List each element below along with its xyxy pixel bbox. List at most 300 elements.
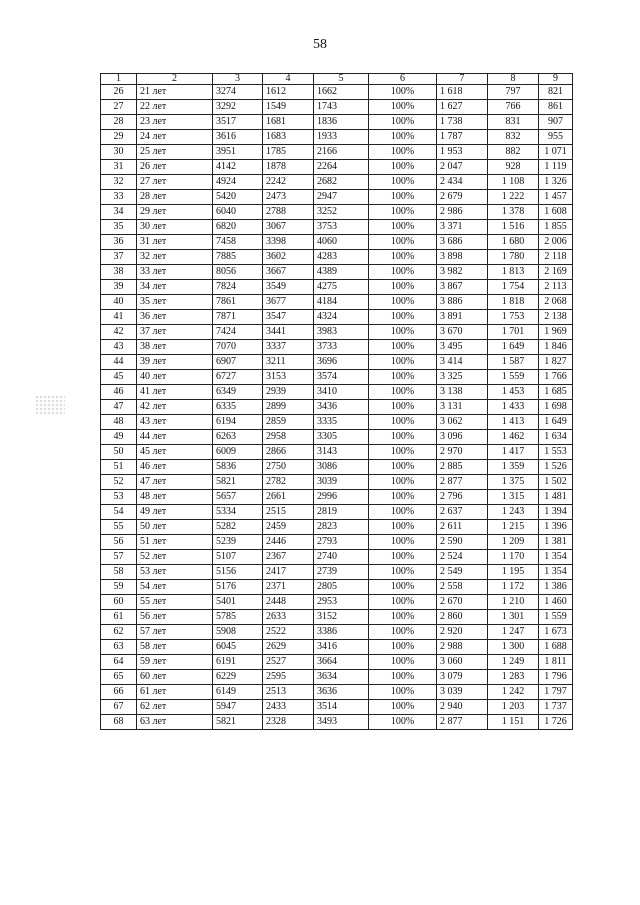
table-cell: 100%	[369, 550, 437, 565]
table-cell: 42 лет	[137, 400, 213, 415]
table-cell: 100%	[369, 130, 437, 145]
table-cell: 2527	[263, 655, 314, 670]
table-cell: 907	[539, 115, 573, 130]
table-cell: 100%	[369, 355, 437, 370]
table-cell: 7070	[213, 340, 263, 355]
table-cell: 1 827	[539, 355, 573, 370]
table-cell: 1 108	[488, 175, 539, 190]
table-cell: 56	[101, 535, 137, 550]
table-cell: 3067	[263, 220, 314, 235]
table-cell: 2682	[314, 175, 369, 190]
table-cell: 7824	[213, 280, 263, 295]
table-cell: 1 359	[488, 460, 539, 475]
table-cell: 2264	[314, 160, 369, 175]
table-cell: 100%	[369, 580, 437, 595]
table-cell: 41	[101, 310, 137, 325]
table-cell: 1 481	[539, 490, 573, 505]
table-cell: 5107	[213, 550, 263, 565]
table-cell: 1 210	[488, 595, 539, 610]
table-cell: 2 885	[437, 460, 488, 475]
table-cell: 3667	[263, 265, 314, 280]
table-cell: 1 811	[539, 655, 573, 670]
table-cell: 3 686	[437, 235, 488, 250]
table-cell: 1 462	[488, 430, 539, 445]
table-cell: 3 039	[437, 685, 488, 700]
table-cell: 36	[101, 235, 137, 250]
table-cell: 2939	[263, 385, 314, 400]
table-row	[101, 310, 573, 325]
table-cell: 797	[488, 85, 539, 100]
table-cell: 37 лет	[137, 325, 213, 340]
table-cell: 27 лет	[137, 175, 213, 190]
table-cell: 3493	[314, 715, 369, 730]
table-cell: 3252	[314, 205, 369, 220]
header-row	[101, 74, 573, 85]
table-cell: 26	[101, 85, 137, 100]
table-cell: 54 лет	[137, 580, 213, 595]
table-cell: 45	[101, 370, 137, 385]
table-cell: 3951	[213, 145, 263, 160]
table-cell: 1 375	[488, 475, 539, 490]
table-cell: 100%	[369, 175, 437, 190]
table-cell: 3335	[314, 415, 369, 430]
table-cell: 6335	[213, 400, 263, 415]
table-row	[101, 580, 573, 595]
table-cell: 3677	[263, 295, 314, 310]
table-cell: 3 131	[437, 400, 488, 415]
table-row	[101, 610, 573, 625]
table-cell: 1 766	[539, 370, 573, 385]
table-cell: 1 283	[488, 670, 539, 685]
table-cell: 7458	[213, 235, 263, 250]
table-cell: 2661	[263, 490, 314, 505]
table-body	[101, 85, 573, 730]
table-cell: 49 лет	[137, 505, 213, 520]
table-cell: 1 195	[488, 565, 539, 580]
table-cell: 61	[101, 610, 137, 625]
table-cell: 1 172	[488, 580, 539, 595]
table-cell: 100%	[369, 205, 437, 220]
table-cell: 1 685	[539, 385, 573, 400]
table-cell: 100%	[369, 220, 437, 235]
table-cell: 4324	[314, 310, 369, 325]
table-cell: 2 047	[437, 160, 488, 175]
table-cell: 100%	[369, 610, 437, 625]
table-cell: 2947	[314, 190, 369, 205]
table-cell: 2 670	[437, 595, 488, 610]
table-cell: 3274	[213, 85, 263, 100]
table-cell: 1 071	[539, 145, 573, 160]
table-cell: 2 138	[539, 310, 573, 325]
table-cell: 5176	[213, 580, 263, 595]
table-cell: 100%	[369, 475, 437, 490]
table-cell: 24 лет	[137, 130, 213, 145]
table-cell: 1 243	[488, 505, 539, 520]
table-cell: 100%	[369, 625, 437, 640]
table-cell: 1 688	[539, 640, 573, 655]
table-cell: 3 891	[437, 310, 488, 325]
table-cell: 2 524	[437, 550, 488, 565]
table-cell: 5401	[213, 595, 263, 610]
table-cell: 25 лет	[137, 145, 213, 160]
table-cell: 34 лет	[137, 280, 213, 295]
table-cell: 100%	[369, 505, 437, 520]
table-cell: 7871	[213, 310, 263, 325]
table-cell: 5836	[213, 460, 263, 475]
table-row	[101, 715, 573, 730]
table-row	[101, 700, 573, 715]
table-cell: 1 396	[539, 520, 573, 535]
column-header: 4	[263, 74, 314, 85]
table-cell: 5947	[213, 700, 263, 715]
table-cell: 3337	[263, 340, 314, 355]
table-cell: 100%	[369, 565, 437, 580]
table-cell: 1 381	[539, 535, 573, 550]
table-row	[101, 520, 573, 535]
table-cell: 2 988	[437, 640, 488, 655]
table-cell: 48	[101, 415, 137, 430]
table-cell: 2 068	[539, 295, 573, 310]
table-cell: 2 796	[437, 490, 488, 505]
table-cell: 35	[101, 220, 137, 235]
table-cell: 100%	[369, 595, 437, 610]
table-cell: 100%	[369, 715, 437, 730]
table-cell: 100%	[369, 460, 437, 475]
table-cell: 2 118	[539, 250, 573, 265]
table-cell: 27	[101, 100, 137, 115]
table-cell: 36 лет	[137, 310, 213, 325]
table-cell: 1 526	[539, 460, 573, 475]
table-cell: 2367	[263, 550, 314, 565]
table-cell: 2899	[263, 400, 314, 415]
table-cell: 58 лет	[137, 640, 213, 655]
table-cell: 100%	[369, 235, 437, 250]
table-cell: 6349	[213, 385, 263, 400]
table-cell: 3733	[314, 340, 369, 355]
table-cell: 3636	[314, 685, 369, 700]
table-cell: 49	[101, 430, 137, 445]
table-cell: 100%	[369, 685, 437, 700]
table-cell: 3 138	[437, 385, 488, 400]
table-cell: 1 627	[437, 100, 488, 115]
table-cell: 1 738	[437, 115, 488, 130]
table-cell: 34	[101, 205, 137, 220]
table-cell: 4924	[213, 175, 263, 190]
table-cell: 3 495	[437, 340, 488, 355]
table-cell: 35 лет	[137, 295, 213, 310]
table-row	[101, 355, 573, 370]
table-row	[101, 160, 573, 175]
table-cell: 1933	[314, 130, 369, 145]
table-cell: 40 лет	[137, 370, 213, 385]
table-cell: 46	[101, 385, 137, 400]
column-header: 7	[437, 74, 488, 85]
table-cell: 1 516	[488, 220, 539, 235]
table-cell: 57 лет	[137, 625, 213, 640]
table-cell: 6149	[213, 685, 263, 700]
table-cell: 33 лет	[137, 265, 213, 280]
table-cell: 31	[101, 160, 137, 175]
table-cell: 2 877	[437, 475, 488, 490]
table-cell: 2953	[314, 595, 369, 610]
table-cell: 100%	[369, 295, 437, 310]
table-cell: 6191	[213, 655, 263, 670]
table-cell: 1 846	[539, 340, 573, 355]
table-cell: 3086	[314, 460, 369, 475]
table-cell: 2 877	[437, 715, 488, 730]
table-cell: 3602	[263, 250, 314, 265]
table-row	[101, 340, 573, 355]
table-cell: 1 701	[488, 325, 539, 340]
table-cell: 2 611	[437, 520, 488, 535]
table-cell: 2793	[314, 535, 369, 550]
table-cell: 1 457	[539, 190, 573, 205]
table-cell: 766	[488, 100, 539, 115]
table-cell: 3 670	[437, 325, 488, 340]
table-cell: 32	[101, 175, 137, 190]
table-cell: 100%	[369, 655, 437, 670]
table-cell: 58	[101, 565, 137, 580]
table-cell: 2740	[314, 550, 369, 565]
table-cell: 3517	[213, 115, 263, 130]
table-cell: 100%	[369, 700, 437, 715]
table-cell: 100%	[369, 310, 437, 325]
table-cell: 1 673	[539, 625, 573, 640]
table-cell: 1 203	[488, 700, 539, 715]
table-cell: 30	[101, 145, 137, 160]
table-cell: 63 лет	[137, 715, 213, 730]
table-cell: 5657	[213, 490, 263, 505]
column-header: 8	[488, 74, 539, 85]
table-cell: 100%	[369, 445, 437, 460]
table-cell: 100%	[369, 385, 437, 400]
table-cell: 2 920	[437, 625, 488, 640]
table-cell: 1 249	[488, 655, 539, 670]
table-cell: 3398	[263, 235, 314, 250]
table-row	[101, 640, 573, 655]
table-cell: 46 лет	[137, 460, 213, 475]
table-cell: 31 лет	[137, 235, 213, 250]
table-cell: 1 417	[488, 445, 539, 460]
table-cell: 3 062	[437, 415, 488, 430]
table-cell: 100%	[369, 85, 437, 100]
table-cell: 4283	[314, 250, 369, 265]
table-cell: 3436	[314, 400, 369, 415]
table-row	[101, 655, 573, 670]
table-cell: 1 242	[488, 685, 539, 700]
table-cell: 2859	[263, 415, 314, 430]
table-cell: 47 лет	[137, 475, 213, 490]
table-cell: 100%	[369, 430, 437, 445]
table-cell: 3 982	[437, 265, 488, 280]
table-cell: 2 986	[437, 205, 488, 220]
table-row	[101, 145, 573, 160]
table-cell: 1 301	[488, 610, 539, 625]
table-cell: 2739	[314, 565, 369, 580]
table-cell: 60	[101, 595, 137, 610]
table-cell: 100%	[369, 250, 437, 265]
table-cell: 4060	[314, 235, 369, 250]
table-cell: 2473	[263, 190, 314, 205]
table-cell: 831	[488, 115, 539, 130]
table-row	[101, 385, 573, 400]
column-header: 2	[137, 74, 213, 85]
table-cell: 100%	[369, 400, 437, 415]
table-cell: 5334	[213, 505, 263, 520]
table-row	[101, 130, 573, 145]
table-cell: 2 860	[437, 610, 488, 625]
table-cell: 1 698	[539, 400, 573, 415]
table-cell: 7861	[213, 295, 263, 310]
table-cell: 22 лет	[137, 100, 213, 115]
table-cell: 4184	[314, 295, 369, 310]
table-cell: 44	[101, 355, 137, 370]
table-cell: 44 лет	[137, 430, 213, 445]
table-cell: 2328	[263, 715, 314, 730]
table-cell: 7885	[213, 250, 263, 265]
table-cell: 50 лет	[137, 520, 213, 535]
table-cell: 45 лет	[137, 445, 213, 460]
table-cell: 51	[101, 460, 137, 475]
table-cell: 1 209	[488, 535, 539, 550]
column-header: 5	[314, 74, 369, 85]
table-cell: 2958	[263, 430, 314, 445]
table-cell: 5785	[213, 610, 263, 625]
table-cell: 1612	[263, 85, 314, 100]
table-cell: 64	[101, 655, 137, 670]
table-cell: 1 855	[539, 220, 573, 235]
table-cell: 1 326	[539, 175, 573, 190]
table-cell: 100%	[369, 535, 437, 550]
table-cell: 2823	[314, 520, 369, 535]
table-cell: 5282	[213, 520, 263, 535]
table-cell: 1 559	[488, 370, 539, 385]
table-row	[101, 220, 573, 235]
table-cell: 2371	[263, 580, 314, 595]
table-row	[101, 445, 573, 460]
table-cell: 8056	[213, 265, 263, 280]
table-cell: 2 006	[539, 235, 573, 250]
table-cell: 6907	[213, 355, 263, 370]
table-cell: 2633	[263, 610, 314, 625]
table-cell: 1 797	[539, 685, 573, 700]
table-cell: 28	[101, 115, 137, 130]
table-cell: 3 060	[437, 655, 488, 670]
table-cell: 2782	[263, 475, 314, 490]
table-cell: 3441	[263, 325, 314, 340]
table-cell: 43 лет	[137, 415, 213, 430]
table-cell: 3305	[314, 430, 369, 445]
table-cell: 6194	[213, 415, 263, 430]
table-row	[101, 685, 573, 700]
table-cell: 100%	[369, 115, 437, 130]
table-row	[101, 565, 573, 580]
table-cell: 1878	[263, 160, 314, 175]
table-cell: 3 371	[437, 220, 488, 235]
table-cell: 3410	[314, 385, 369, 400]
table-row	[101, 430, 573, 445]
page-number: 58	[313, 37, 327, 52]
table-cell: 1 634	[539, 430, 573, 445]
table-cell: 3 096	[437, 430, 488, 445]
table-cell: 5239	[213, 535, 263, 550]
table-row	[101, 100, 573, 115]
table-cell: 6045	[213, 640, 263, 655]
table-cell: 1 151	[488, 715, 539, 730]
scan-artifact	[35, 395, 65, 415]
table-cell: 821	[539, 85, 573, 100]
table-cell: 1836	[314, 115, 369, 130]
table-cell: 5821	[213, 475, 263, 490]
column-header: 3	[213, 74, 263, 85]
column-header: 1	[101, 74, 137, 85]
table-cell: 2 940	[437, 700, 488, 715]
table-cell: 68	[101, 715, 137, 730]
table-row	[101, 625, 573, 640]
table-cell: 47	[101, 400, 137, 415]
table-cell: 3574	[314, 370, 369, 385]
table-cell: 100%	[369, 340, 437, 355]
table-cell: 928	[488, 160, 539, 175]
table-row	[101, 475, 573, 490]
table-cell: 3753	[314, 220, 369, 235]
table-cell: 56 лет	[137, 610, 213, 625]
table-cell: 1 413	[488, 415, 539, 430]
table-cell: 55	[101, 520, 137, 535]
table-cell: 6820	[213, 220, 263, 235]
table-cell: 3 325	[437, 370, 488, 385]
table-cell: 2750	[263, 460, 314, 475]
table-cell: 100%	[369, 145, 437, 160]
table-cell: 3211	[263, 355, 314, 370]
table-cell: 1 247	[488, 625, 539, 640]
table-cell: 100%	[369, 370, 437, 385]
table-cell: 1743	[314, 100, 369, 115]
table-row	[101, 325, 573, 340]
table-cell: 1 818	[488, 295, 539, 310]
table-cell: 1 780	[488, 250, 539, 265]
table-cell: 832	[488, 130, 539, 145]
table-cell: 2522	[263, 625, 314, 640]
table-cell: 38	[101, 265, 137, 280]
table-cell: 66	[101, 685, 137, 700]
table-cell: 55 лет	[137, 595, 213, 610]
table-row	[101, 415, 573, 430]
table-cell: 2448	[263, 595, 314, 610]
table-cell: 33	[101, 190, 137, 205]
table-cell: 2629	[263, 640, 314, 655]
table-cell: 3 886	[437, 295, 488, 310]
table-cell: 2 637	[437, 505, 488, 520]
table-cell: 51 лет	[137, 535, 213, 550]
table-cell: 1 553	[539, 445, 573, 460]
table-cell: 28 лет	[137, 190, 213, 205]
table-cell: 3664	[314, 655, 369, 670]
table-cell: 3 898	[437, 250, 488, 265]
table-cell: 61 лет	[137, 685, 213, 700]
table-cell: 1 608	[539, 205, 573, 220]
table-cell: 53	[101, 490, 137, 505]
table-cell: 3 079	[437, 670, 488, 685]
table-cell: 100%	[369, 520, 437, 535]
table-row	[101, 205, 573, 220]
table-cell: 1 796	[539, 670, 573, 685]
table-row	[101, 595, 573, 610]
table-cell: 3547	[263, 310, 314, 325]
table-cell: 1 215	[488, 520, 539, 535]
table-cell: 62	[101, 625, 137, 640]
table-cell: 3616	[213, 130, 263, 145]
